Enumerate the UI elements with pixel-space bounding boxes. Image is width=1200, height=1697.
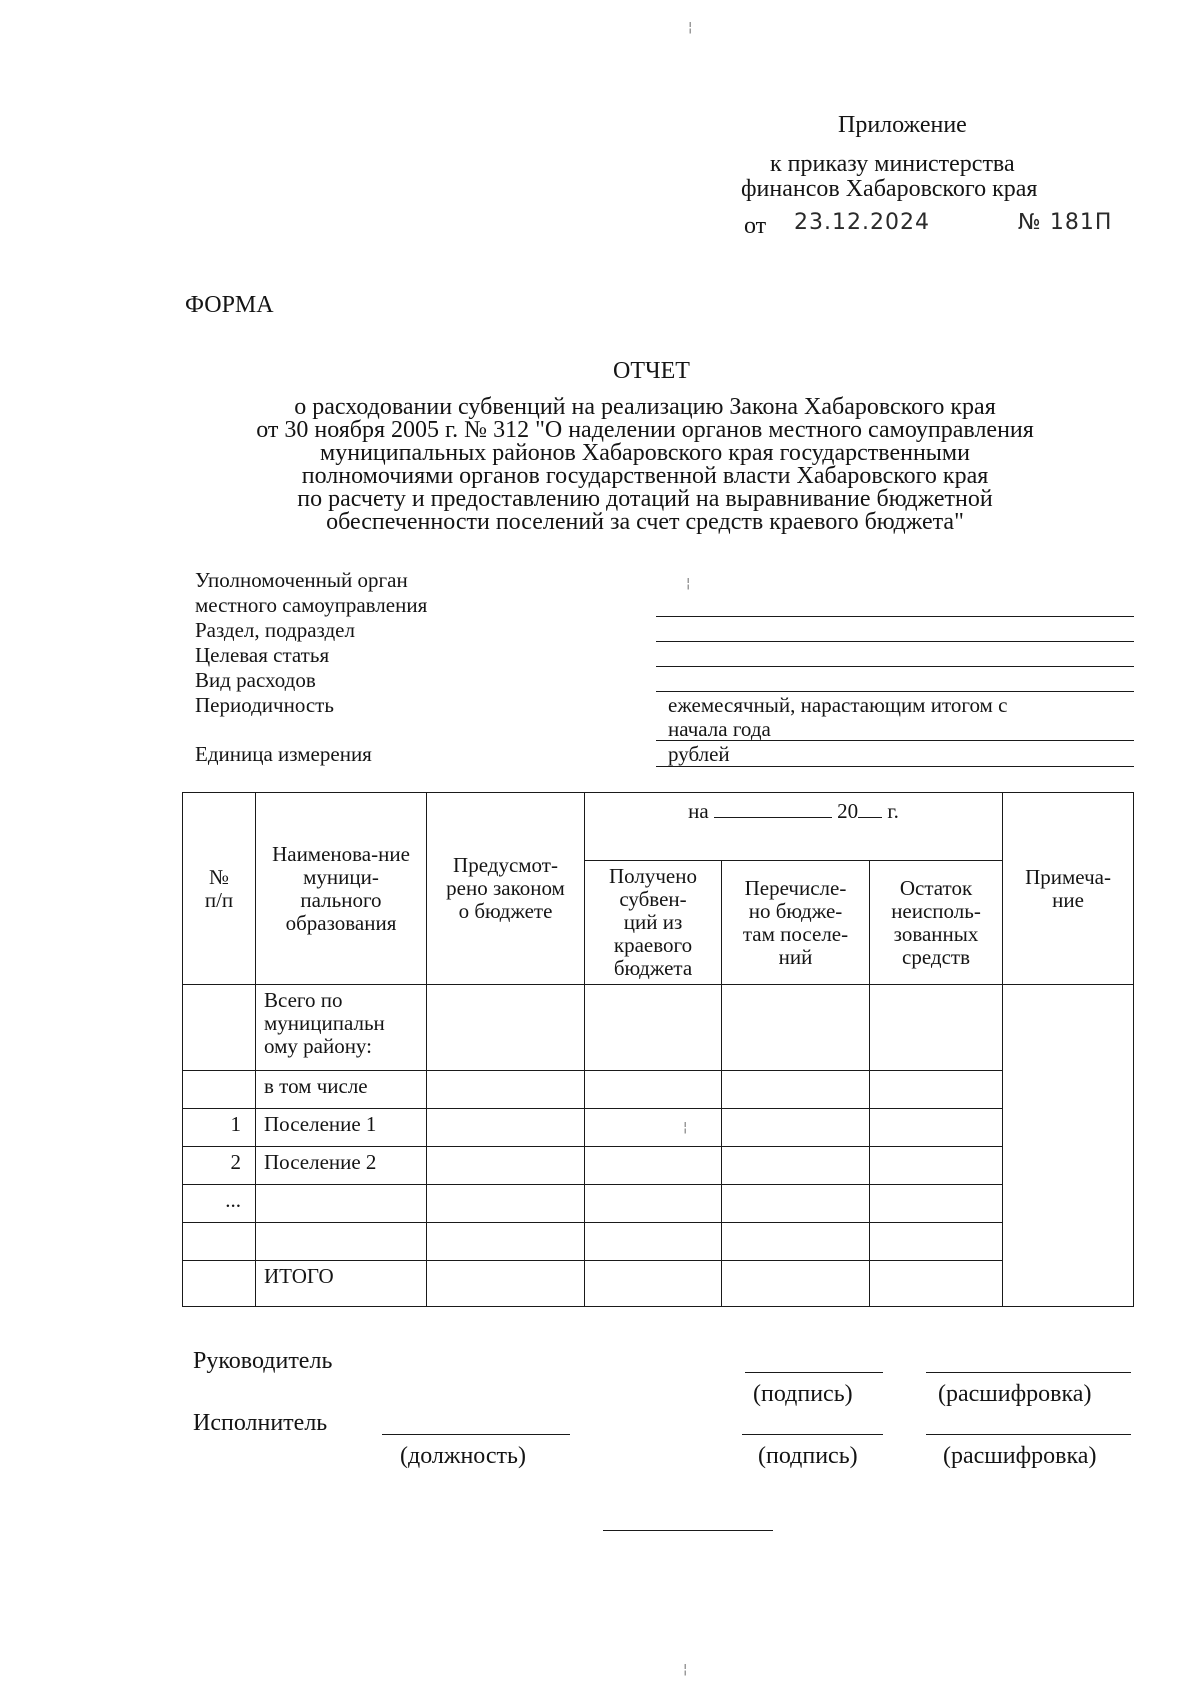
row-cell[interactable] bbox=[870, 1185, 1003, 1223]
header-name bbox=[256, 793, 427, 985]
header-remainder bbox=[870, 861, 1003, 985]
appendix-label: Приложение bbox=[838, 112, 967, 138]
row-name bbox=[256, 1223, 427, 1261]
header-num-text: № п/п bbox=[204, 864, 234, 912]
table-row bbox=[183, 1109, 1134, 1147]
row-name: в том числе bbox=[256, 1071, 427, 1109]
unit-label: Единица измерения bbox=[195, 742, 372, 766]
table-row bbox=[183, 1071, 1134, 1109]
header-received bbox=[585, 861, 722, 985]
form-label: ФОРМА bbox=[185, 292, 274, 318]
row-cell[interactable] bbox=[722, 1223, 870, 1261]
executor-position-caption: (должность) bbox=[400, 1443, 526, 1469]
row-cell[interactable] bbox=[585, 1185, 722, 1223]
row-cell[interactable] bbox=[722, 1185, 870, 1223]
authority-line[interactable] bbox=[656, 616, 1134, 617]
handwritten-date: 23.12.2024 bbox=[794, 210, 930, 235]
header-on-prefix: на bbox=[688, 799, 709, 823]
subtitle-line: обеспеченности поселений за счет средств краевого бюджета" bbox=[326, 509, 964, 535]
executor-position-line[interactable] bbox=[382, 1434, 570, 1435]
row-cell[interactable] bbox=[427, 1071, 585, 1109]
unit-line[interactable] bbox=[656, 766, 1134, 767]
periodicity-label: Периодичность bbox=[195, 693, 334, 717]
handwritten-number: № 181П bbox=[1018, 210, 1113, 235]
row-num bbox=[183, 985, 256, 1071]
head-signature-line[interactable] bbox=[745, 1372, 883, 1373]
row-num bbox=[183, 1261, 256, 1307]
authority-label-1: Уполномоченный орган bbox=[195, 568, 408, 592]
row-cell[interactable] bbox=[427, 1109, 585, 1147]
row-num: 1 bbox=[183, 1109, 256, 1147]
row-cell[interactable] bbox=[585, 1261, 722, 1307]
head-signature-caption: (подпись) bbox=[753, 1381, 853, 1407]
scan-speck: ¦ bbox=[688, 20, 693, 35]
header-num bbox=[183, 793, 256, 985]
expense-type-label: Вид расходов bbox=[195, 668, 316, 692]
periodicity-value-2: начала года bbox=[668, 717, 771, 741]
header-note-text: Примеча-ние bbox=[1025, 864, 1111, 912]
row-cell[interactable] bbox=[427, 1185, 585, 1223]
row-name: ИТОГО bbox=[256, 1261, 427, 1307]
head-decoding-line[interactable] bbox=[926, 1372, 1131, 1373]
header-on-year-blank[interactable] bbox=[858, 799, 882, 818]
header-received-text: Получено субвен-ций из краевого бюджета bbox=[609, 864, 697, 980]
row-cell[interactable] bbox=[427, 985, 585, 1071]
unit-value: рублей bbox=[668, 742, 730, 766]
table-row bbox=[183, 1261, 1134, 1307]
row-name: Поселение 1 bbox=[256, 1109, 427, 1147]
row-cell[interactable] bbox=[870, 1223, 1003, 1261]
header-on-date-blank[interactable] bbox=[714, 799, 832, 818]
header-on-year: 20 bbox=[837, 799, 859, 823]
row-cell[interactable] bbox=[427, 1147, 585, 1185]
row-name: Всего по муниципальн ому району: bbox=[256, 985, 427, 1071]
table-row bbox=[183, 985, 1134, 1071]
report-title: ОТЧЕТ bbox=[613, 358, 690, 384]
scan-speck: ¦ bbox=[683, 1662, 688, 1677]
scan-speck: ¦ bbox=[686, 576, 691, 591]
target-line[interactable] bbox=[656, 666, 1134, 667]
note-cell[interactable] bbox=[1003, 985, 1134, 1307]
row-cell[interactable] bbox=[870, 1109, 1003, 1147]
header-on-suffix: г. bbox=[887, 799, 899, 823]
row-num bbox=[183, 1071, 256, 1109]
row-cell[interactable] bbox=[722, 1071, 870, 1109]
header-remainder-text: Остаток неисполь-зованных средств bbox=[891, 875, 981, 969]
row-cell[interactable] bbox=[585, 1147, 722, 1185]
row-cell[interactable] bbox=[722, 1261, 870, 1307]
scan-speck: ¦ bbox=[683, 1120, 688, 1135]
row-cell[interactable] bbox=[585, 1109, 722, 1147]
row-cell[interactable] bbox=[585, 985, 722, 1071]
order-label: к приказу министерства bbox=[770, 151, 1015, 177]
row-name bbox=[256, 1185, 427, 1223]
header-transferred-text: Перечисле-но бюдже-там поселе-ний bbox=[742, 875, 849, 969]
subtitle-line: полномочиями органов государственной власти Хабаровского края bbox=[301, 463, 989, 489]
header-on-date bbox=[585, 793, 1003, 861]
executor-label: Исполнитель bbox=[193, 1410, 328, 1436]
periodicity-line[interactable] bbox=[656, 740, 1134, 741]
subtitle-line: по расчету и предоставлению дотаций на выравнивание бюджетной bbox=[297, 486, 993, 512]
executor-signature-caption: (подпись) bbox=[758, 1443, 858, 1469]
header-planned-text: Предусмот-рено законом о бюджете bbox=[446, 853, 565, 923]
row-cell[interactable] bbox=[870, 985, 1003, 1071]
row-num: 2 bbox=[183, 1147, 256, 1185]
row-cell[interactable] bbox=[585, 1071, 722, 1109]
head-label: Руководитель bbox=[193, 1348, 333, 1374]
row-cell[interactable] bbox=[870, 1261, 1003, 1307]
row-cell[interactable] bbox=[870, 1147, 1003, 1185]
executor-signature-line[interactable] bbox=[742, 1434, 883, 1435]
section-line[interactable] bbox=[656, 641, 1134, 642]
header-planned bbox=[427, 793, 585, 985]
row-cell[interactable] bbox=[427, 1223, 585, 1261]
row-num: ... bbox=[183, 1185, 256, 1223]
ministry-label: финансов Хабаровского края bbox=[741, 176, 1038, 202]
row-cell[interactable] bbox=[585, 1223, 722, 1261]
executor-decoding-caption: (расшифровка) bbox=[943, 1443, 1097, 1469]
from-label: от bbox=[744, 213, 767, 239]
report-subtitle bbox=[150, 396, 1140, 534]
periodicity-value-1: ежемесячный, нарастающим итогом с bbox=[668, 693, 1008, 717]
table-row bbox=[183, 1223, 1134, 1261]
table-row bbox=[183, 1147, 1134, 1185]
executor-decoding-line[interactable] bbox=[926, 1434, 1131, 1435]
header-note bbox=[1003, 793, 1134, 985]
subtitle-line: муниципальных районов Хабаровского края государственными bbox=[320, 440, 970, 466]
row-num bbox=[183, 1223, 256, 1261]
head-decoding-caption: (расшифровка) bbox=[938, 1381, 1092, 1407]
header-transferred bbox=[722, 861, 870, 985]
expense-type-line[interactable] bbox=[656, 691, 1134, 692]
subtitle-line: о расходовании субвенций на реализацию Закона Хабаровского края bbox=[294, 394, 996, 420]
row-cell[interactable] bbox=[722, 1109, 870, 1147]
row-cell[interactable] bbox=[722, 1147, 870, 1185]
target-label: Целевая статья bbox=[195, 643, 330, 667]
table-row bbox=[183, 1185, 1134, 1223]
row-cell[interactable] bbox=[722, 985, 870, 1071]
authority-label-2: местного самоуправления bbox=[195, 593, 428, 617]
section-label: Раздел, подраздел bbox=[195, 618, 355, 642]
header-name-text: Наименова-ние муници-пального образования bbox=[272, 841, 410, 935]
row-name: Поселение 2 bbox=[256, 1147, 427, 1185]
row-cell[interactable] bbox=[870, 1071, 1003, 1109]
end-divider bbox=[603, 1530, 773, 1531]
subtitle-line: от 30 ноября 2005 г. № 312 "О наделении органов местного самоуправления bbox=[256, 417, 1034, 443]
report-table bbox=[182, 792, 1134, 1307]
row-cell[interactable] bbox=[427, 1261, 585, 1307]
